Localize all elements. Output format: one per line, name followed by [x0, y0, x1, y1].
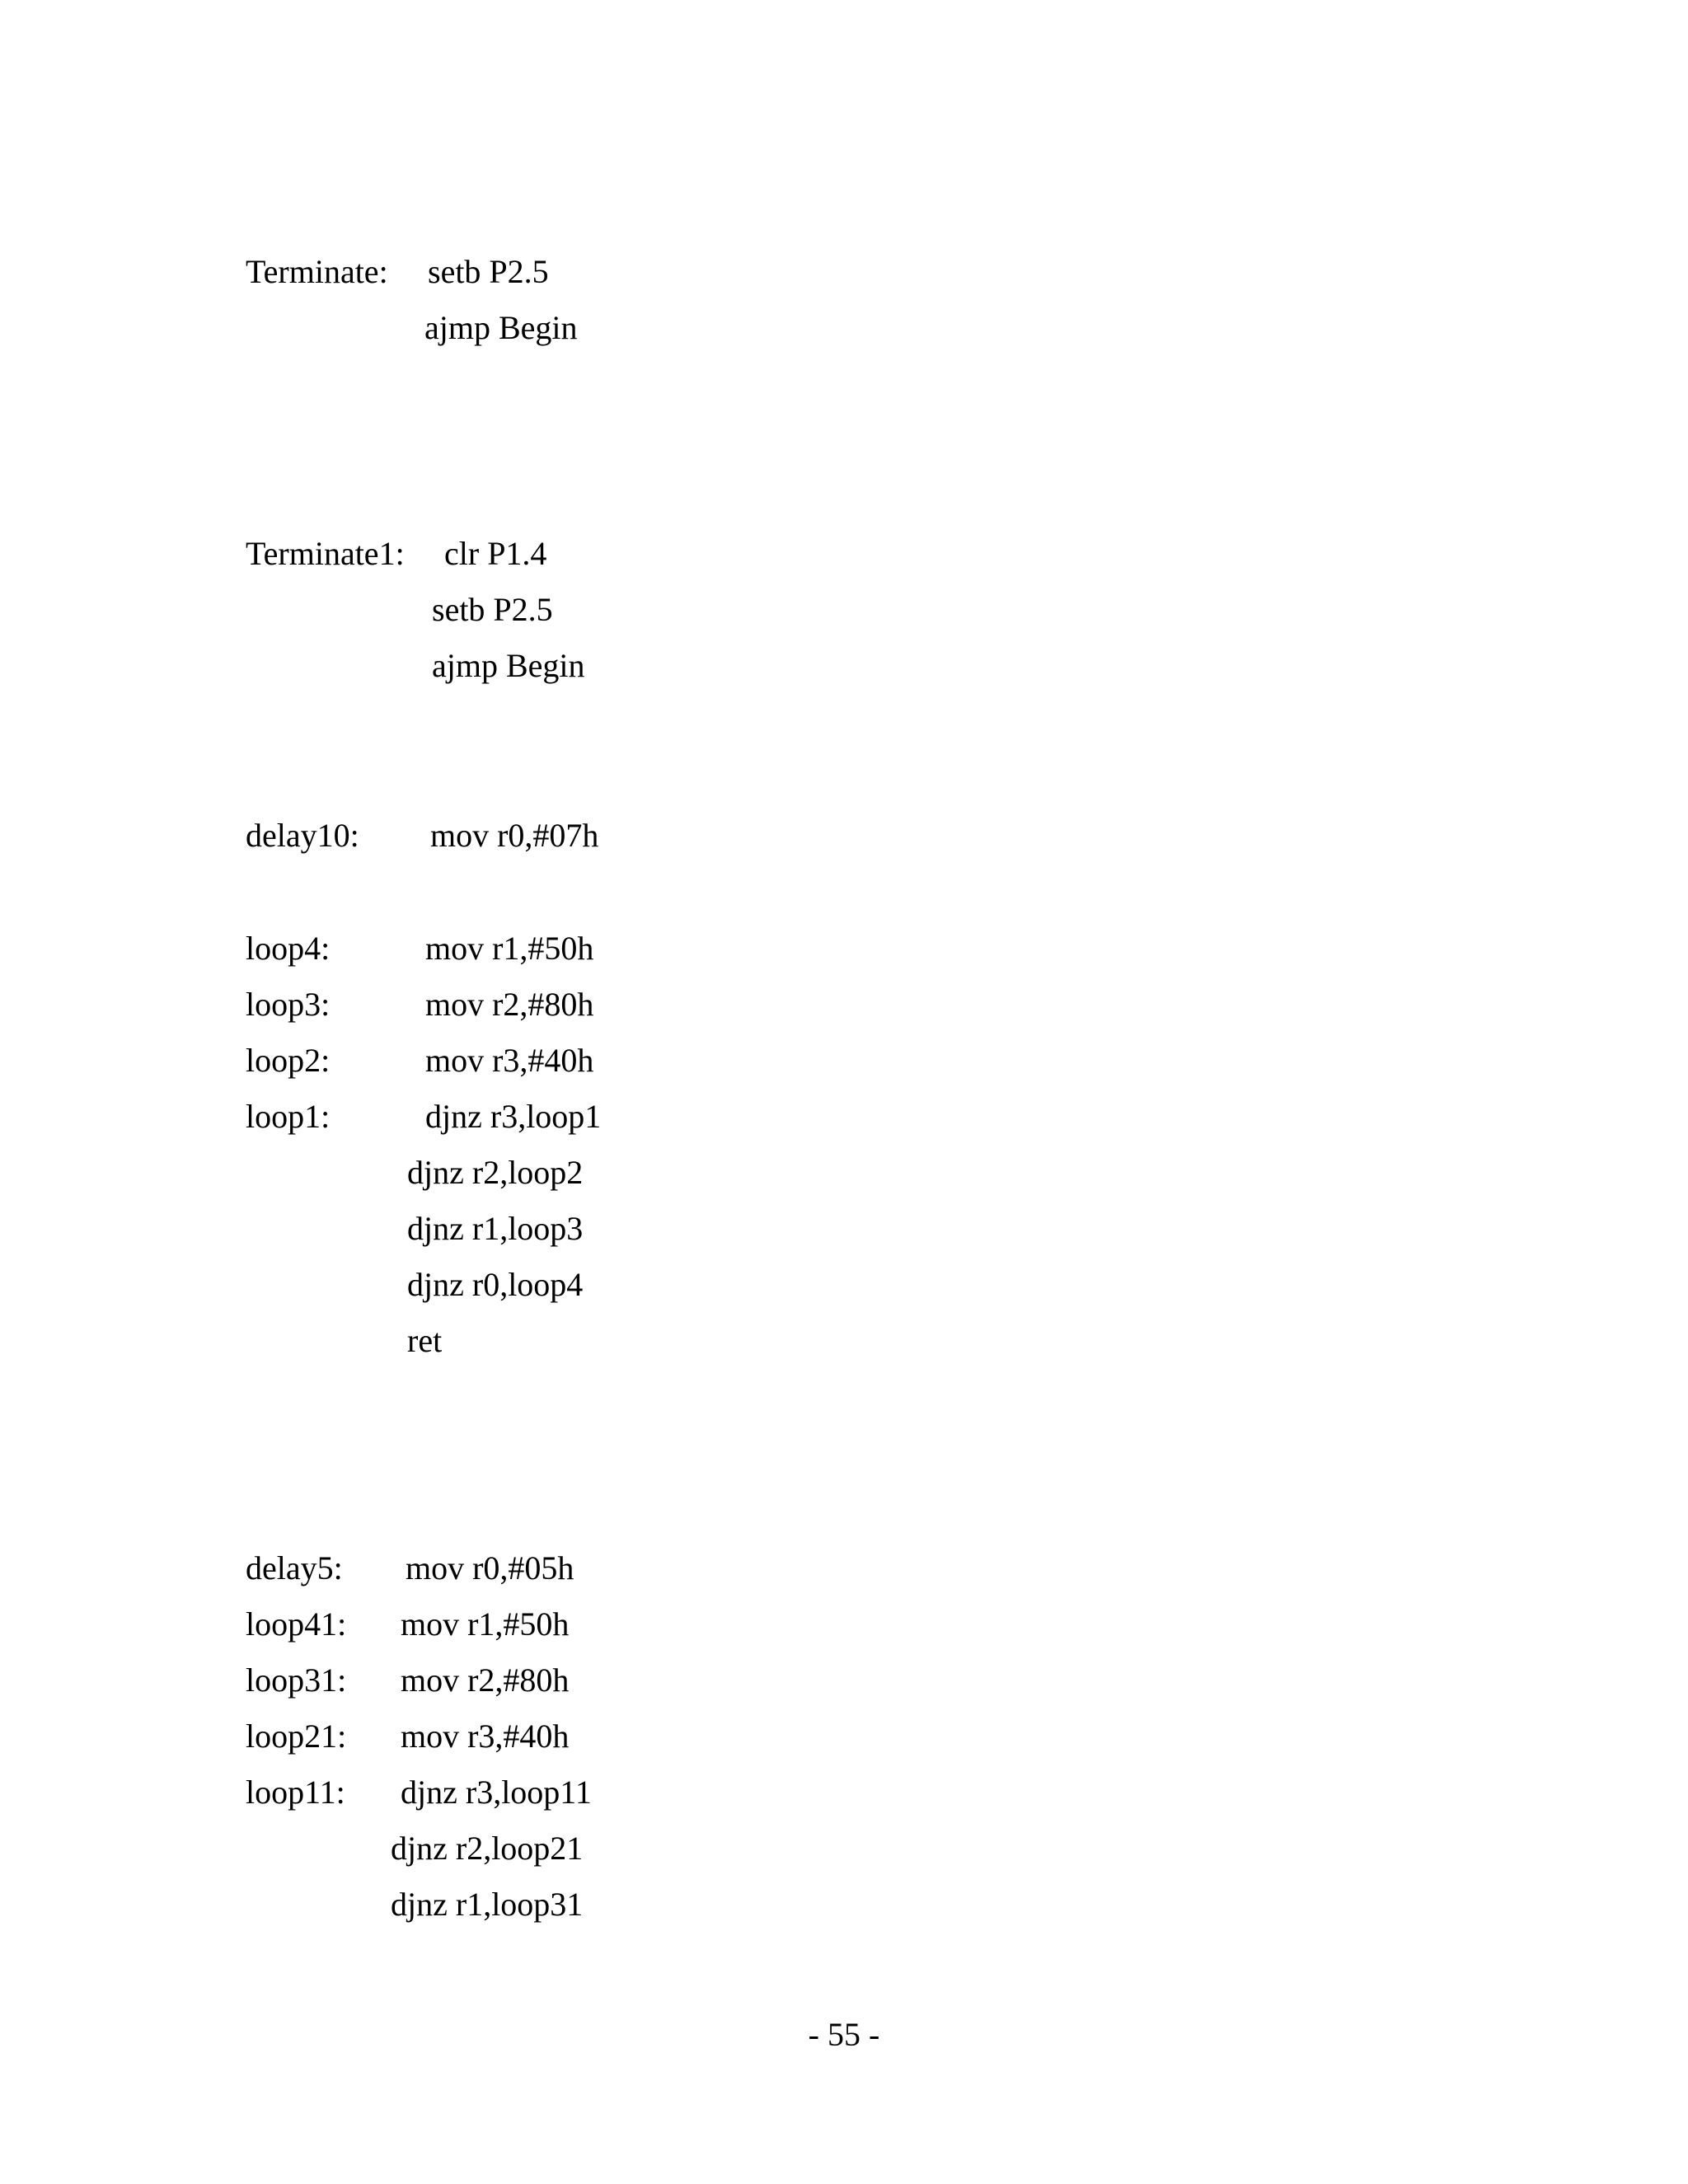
page-number: - 55 - [808, 2016, 880, 2053]
code-line [0, 1040, 1688, 1090]
code-instruction: mov r1,#50h [401, 1605, 570, 1643]
code-line [0, 984, 1688, 1033]
code-instruction: setb P2.5 [432, 591, 553, 628]
code-line [0, 1096, 1688, 1146]
code-instruction: djnz r0,loop4 [407, 1266, 584, 1303]
code-label: loop41: [246, 1605, 347, 1643]
code-line [0, 645, 1688, 695]
code-line [0, 815, 1688, 865]
code-line [0, 1548, 1688, 1597]
code-line [0, 1152, 1688, 1202]
code-instruction: ajmp Begin [424, 309, 578, 346]
code-instruction: mov r3,#40h [425, 1042, 594, 1079]
code-line [0, 1772, 1688, 1821]
code-line [0, 1264, 1688, 1314]
code-label: delay10: [246, 817, 359, 854]
code-label: Terminate1: [246, 535, 405, 572]
code-label: loop3: [246, 986, 331, 1023]
code-line [0, 307, 1688, 357]
code-instruction: mov r0,#05h [406, 1549, 574, 1586]
code-line [0, 1828, 1688, 1877]
code-line [0, 1660, 1688, 1709]
code-instruction: mov r2,#80h [401, 1661, 570, 1699]
code-line [0, 589, 1688, 639]
code-label: loop1: [246, 1098, 331, 1135]
code-line [0, 1208, 1688, 1258]
code-line [0, 1884, 1688, 1933]
code-instruction: mov r3,#40h [401, 1718, 570, 1755]
code-line [0, 928, 1688, 977]
code-instruction: mov r0,#07h [430, 817, 599, 854]
code-instruction: mov r1,#50h [425, 930, 594, 967]
code-instruction: setb P2.5 [428, 253, 549, 290]
code-label: delay5: [246, 1549, 343, 1586]
code-instruction: djnz r3,loop1 [425, 1098, 602, 1135]
code-instruction: djnz r2,loop21 [391, 1830, 584, 1867]
code-line [0, 1604, 1688, 1653]
code-line [0, 1320, 1688, 1370]
code-label: loop4: [246, 930, 331, 967]
code-line [0, 1716, 1688, 1765]
code-label: loop2: [246, 1042, 331, 1079]
code-instruction: djnz r1,loop3 [407, 1210, 584, 1247]
code-line [0, 251, 1688, 301]
code-label: loop21: [246, 1718, 347, 1755]
code-instruction: djnz r2,loop2 [407, 1154, 584, 1191]
code-instruction: ret [407, 1322, 443, 1359]
code-instruction: djnz r3,loop11 [401, 1774, 592, 1811]
code-line [0, 533, 1688, 583]
code-label: loop31: [246, 1661, 347, 1699]
code-label: loop11: [246, 1774, 345, 1811]
code-label: Terminate: [246, 253, 388, 290]
code-instruction: djnz r1,loop31 [391, 1886, 584, 1923]
code-instruction: mov r2,#80h [425, 986, 594, 1023]
code-instruction: clr P1.4 [444, 535, 547, 572]
code-instruction: ajmp Begin [432, 647, 585, 684]
